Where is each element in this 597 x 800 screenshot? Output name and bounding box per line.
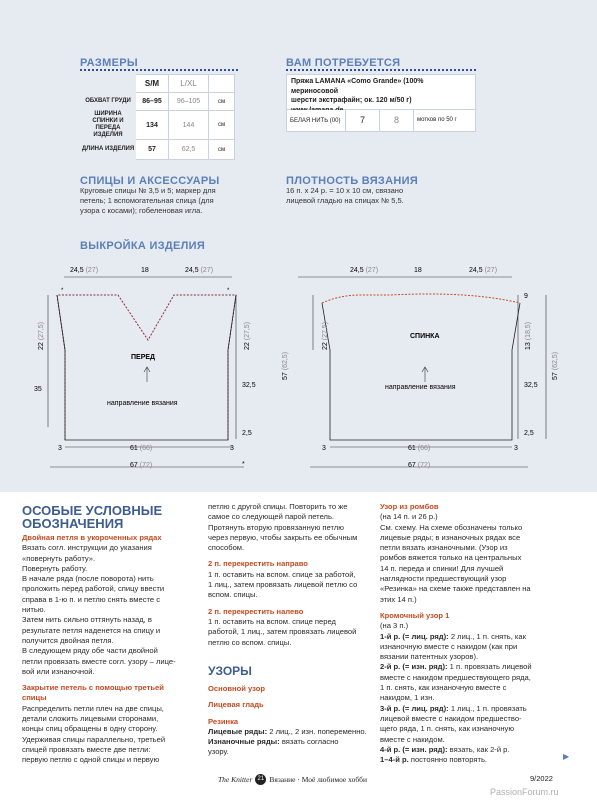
text-line bbox=[380, 543, 580, 553]
text-line bbox=[380, 683, 580, 693]
section-heading: спицы bbox=[22, 693, 47, 703]
text: ромбов вяжется только на центральных bbox=[380, 553, 522, 563]
size-header-lxl: L/XL bbox=[169, 75, 209, 93]
yarn-color: БЕЛАЯ НИТЬ (00) bbox=[290, 117, 341, 124]
text-line bbox=[22, 636, 202, 646]
text: Протянуть вторую провязанную петлю bbox=[208, 522, 344, 532]
footer bbox=[0, 770, 597, 800]
front-side-r: 32,5 bbox=[242, 382, 256, 389]
text-line bbox=[380, 735, 580, 745]
text: результате петля наденется на спицу и bbox=[22, 625, 161, 635]
sizes-table bbox=[80, 74, 235, 160]
text: этих 14 п.) bbox=[380, 594, 417, 604]
text-line bbox=[380, 595, 580, 605]
text: вой или изнаночной. bbox=[22, 666, 95, 676]
text: способом. bbox=[208, 543, 245, 553]
back-top-r: 9 bbox=[524, 293, 528, 300]
front-neck: 18 bbox=[141, 267, 149, 274]
section-heading: Двойная петля в укороченных рядах bbox=[22, 533, 162, 542]
notes-column-2b bbox=[208, 684, 373, 758]
front-bottom: 61 (66) bbox=[130, 445, 153, 452]
text: 2 лиц., 1 п. снять, как bbox=[448, 631, 526, 641]
text: 2 лиц., 2 изн. попеременно. bbox=[267, 726, 367, 736]
text-line bbox=[208, 617, 373, 627]
text-line bbox=[208, 737, 373, 747]
text-line bbox=[380, 755, 580, 765]
text-line bbox=[22, 755, 202, 765]
text: лицевой вместе с накидом предшество- bbox=[380, 713, 522, 723]
text-line bbox=[380, 642, 580, 652]
notes-title-1: ОСОБЫЕ УСЛОВНЫЕ bbox=[22, 503, 163, 518]
text-line bbox=[22, 667, 202, 677]
text: См. схему. На схеме обозначены только bbox=[380, 522, 523, 532]
text: накидом, 1 изн. bbox=[380, 693, 435, 703]
front-side-l: 35 bbox=[34, 386, 42, 393]
text-line bbox=[22, 735, 202, 745]
gauge-line: 16 п. х 24 р. = 10 х 10 см, связано bbox=[286, 186, 404, 195]
row-label: 2-й р. (= изн. ряд): bbox=[380, 662, 448, 672]
needles-line: узора с косами); гобеленовая игла. bbox=[80, 206, 203, 215]
footer-brand: The Knitter bbox=[218, 775, 253, 784]
text-line bbox=[208, 727, 373, 737]
front-corner-r: 3 bbox=[230, 445, 234, 452]
back-shoulder-r: 24,5 (27) bbox=[469, 267, 498, 274]
row-label: 3-й р. (= лиц. ряд): bbox=[380, 703, 449, 713]
text: «Резинка» на схеме также представлен на bbox=[380, 584, 531, 594]
front-star-l: * bbox=[61, 288, 64, 294]
front-corner-l: 3 bbox=[58, 445, 62, 452]
text-line bbox=[380, 724, 580, 734]
text: Затем нить сильно оттянуть назад, в bbox=[22, 615, 152, 625]
text: щего ряда, 1 п. снять, как изнаночную bbox=[380, 724, 515, 734]
text-line bbox=[208, 747, 373, 757]
section-heading: 2 п. перекрестить налево bbox=[208, 606, 304, 616]
front-shoulder-l: 24,5 (27) bbox=[70, 267, 99, 274]
front-armhole-l: 22 (27,5) bbox=[38, 321, 45, 350]
size-value: 96–105 bbox=[169, 93, 209, 111]
text-line bbox=[380, 632, 580, 642]
back-side-r: 32,5 bbox=[524, 382, 538, 389]
text: наглядности предшествующий узор bbox=[380, 574, 507, 584]
text: узору. bbox=[208, 747, 229, 757]
yarn-box bbox=[286, 74, 476, 110]
size-value: 134 bbox=[136, 111, 169, 140]
size-unit: см bbox=[209, 111, 235, 140]
text-line bbox=[22, 646, 202, 656]
text: 1 п. оставить на вспом. спице перед bbox=[208, 616, 336, 626]
schematic bbox=[0, 255, 597, 490]
needles-title: СПИЦЫ И АКСЕССУАРЫ bbox=[80, 175, 220, 187]
text: 14 п. переда и спинки! Для лучшей bbox=[380, 563, 504, 573]
size-value: 57 bbox=[136, 140, 169, 160]
text: (на 14 п. и 26 р.) bbox=[380, 512, 438, 522]
materials-rule bbox=[286, 69, 476, 71]
section-heading: 2 п. перекрестить направо bbox=[208, 559, 308, 569]
notes-title-2: ОБОЗНАЧЕНИЯ bbox=[22, 516, 124, 531]
back-direction: направление вязания bbox=[385, 384, 456, 391]
yarn-unit: мотков по 50 г bbox=[413, 110, 475, 131]
text-line bbox=[208, 512, 373, 522]
text-line bbox=[22, 584, 202, 594]
section-heading: Основной узор bbox=[208, 684, 266, 693]
text: справа в 1-ю п. и петлю снять вместе с bbox=[22, 594, 161, 604]
text: вязать согласно bbox=[279, 737, 339, 747]
back-outline-solid bbox=[322, 303, 520, 440]
text: 1 лиц., 1 п. провязать bbox=[448, 703, 527, 713]
text: петлю со вспом. спицы. bbox=[208, 637, 292, 647]
yarn-desc-2: шерсти экстрафайн; ок. 120 м/50 г) bbox=[291, 97, 412, 104]
text-line bbox=[380, 533, 580, 543]
yarn-qty-lxl: 8 bbox=[379, 110, 413, 131]
text-line bbox=[380, 652, 580, 662]
back-corner-r: 3 bbox=[514, 445, 518, 452]
back-armhole-l: 22 (27,5) bbox=[322, 321, 329, 350]
text-line bbox=[22, 745, 202, 755]
needles-text bbox=[80, 186, 280, 216]
section-heading: Лицевая гладь bbox=[208, 700, 264, 710]
yarn-qty-row bbox=[286, 110, 476, 132]
text: постоянно повторять. bbox=[408, 755, 488, 765]
front-star: * bbox=[242, 461, 245, 468]
text-line bbox=[380, 584, 580, 594]
text-line bbox=[208, 627, 373, 637]
text: детали сложить лицевыми сторонами, bbox=[22, 714, 159, 724]
text: петли провязать вместе согл. узору – лице- bbox=[22, 656, 176, 666]
text: спицей провязать вместе две петли: bbox=[22, 744, 151, 754]
text-line bbox=[22, 605, 202, 615]
notes-column-1 bbox=[22, 533, 202, 766]
front-direction: направление вязания bbox=[107, 400, 178, 407]
text-line bbox=[208, 543, 373, 553]
text-line bbox=[22, 724, 202, 734]
text: лицевые ряды; в изнаночных рядах все bbox=[380, 532, 521, 542]
text-line bbox=[380, 662, 580, 672]
back-bottom: 61 (66) bbox=[408, 445, 431, 452]
text: 1 п. оставить на вспом. спице за работой, bbox=[208, 569, 356, 579]
section-heading: Кромочный узор 1 bbox=[380, 610, 450, 620]
text: получится двойная петля. bbox=[22, 635, 114, 645]
text: Удерживая спицы параллельно, третьей bbox=[22, 734, 166, 744]
footer-tagline: Вязание · Моё любимое хобби bbox=[269, 775, 368, 784]
text: вспом. спицы. bbox=[208, 590, 258, 600]
text: работой, 1 лиц., затем провязать лицевой bbox=[208, 627, 357, 637]
section-heading: Закрытие петель с помощью третьей bbox=[22, 683, 164, 693]
text-line bbox=[22, 615, 202, 625]
size-row-label: ДЛИНА ИЗДЕЛИЯ bbox=[81, 146, 135, 152]
text: (на 3 п.) bbox=[380, 621, 409, 631]
size-value: 86–95 bbox=[136, 93, 169, 111]
back-shoulder-l: 24,5 (27) bbox=[350, 267, 379, 274]
needles-line: петель; 1 вспомогательная спица (для bbox=[80, 196, 214, 205]
text-line bbox=[22, 543, 202, 553]
text: петли вязать изнаночными. (Узор из bbox=[380, 543, 508, 553]
back-neck: 18 bbox=[414, 267, 422, 274]
text-line bbox=[22, 704, 202, 714]
back-corner-l: 3 bbox=[322, 445, 326, 452]
text: «повернуть работу». bbox=[22, 553, 96, 563]
uzory-title: УЗОРЫ bbox=[208, 664, 252, 678]
front-total: 67 (72) bbox=[130, 462, 153, 469]
text: самое со следующей парой петель. bbox=[208, 512, 335, 522]
text-line bbox=[208, 533, 373, 543]
text-line bbox=[22, 554, 202, 564]
watermark: PassionForum.ru bbox=[490, 787, 559, 797]
text-line bbox=[380, 714, 580, 724]
front-rib: 2,5 bbox=[242, 430, 252, 437]
row-label: 1–4-й р. bbox=[380, 755, 409, 765]
sizes-title: РАЗМЕРЫ bbox=[80, 57, 138, 69]
row-label: Лицевые ряды: bbox=[208, 726, 268, 736]
section-heading: Узор из ромбов bbox=[380, 502, 439, 511]
text: петлю с другой спицы. Повторить то же bbox=[208, 502, 348, 511]
text: Распределить петли плеч на две спицы, bbox=[22, 703, 164, 713]
text-line bbox=[380, 574, 580, 584]
text-line bbox=[380, 693, 580, 703]
issue: 9/2022 bbox=[530, 774, 553, 783]
text-line bbox=[208, 502, 373, 512]
front-height: 57 (62,5) bbox=[282, 351, 289, 380]
text-line bbox=[22, 574, 202, 584]
text-line bbox=[208, 638, 373, 648]
text-line bbox=[380, 553, 580, 563]
gauge-text bbox=[286, 186, 486, 206]
size-value: 62,5 bbox=[169, 140, 209, 160]
row-label: 4-й р. (= изн. ряд): bbox=[380, 744, 448, 754]
size-header-sm: S/M bbox=[136, 75, 169, 93]
notes-column-2 bbox=[208, 502, 373, 648]
back-neckline bbox=[322, 294, 520, 303]
size-row-label: ОБХВАТ ГРУДИ bbox=[85, 98, 131, 104]
back-armhole-r: 13 (18,5) bbox=[525, 321, 532, 350]
text: 1 п. провязать лицевой bbox=[447, 662, 532, 672]
back-height: 57 (62,5) bbox=[552, 351, 559, 380]
section-heading: Резинка bbox=[208, 716, 239, 726]
front-label: ПЕРЕД bbox=[131, 354, 156, 361]
text-line bbox=[22, 714, 202, 724]
needles-line: Круговые спицы № 3,5 и 5; маркер для bbox=[80, 186, 216, 195]
yarn-qty-sm: 7 bbox=[345, 110, 379, 131]
back-total: 67 (72) bbox=[408, 462, 431, 469]
text: вязать, как 2-й р. bbox=[447, 744, 510, 754]
text: нитью. bbox=[22, 605, 46, 615]
text: через первую, чтобы закрыть ее обычным bbox=[208, 532, 358, 542]
text: Вязать согл. инструкции до указания bbox=[22, 543, 152, 553]
text-line bbox=[22, 595, 202, 605]
text-line bbox=[22, 626, 202, 636]
footer-brand-wrap bbox=[218, 774, 367, 785]
back-rib: 2,5 bbox=[524, 430, 534, 437]
text-line bbox=[380, 745, 580, 755]
yarn-brand: Пряжа LAMANA bbox=[291, 78, 346, 85]
continue-arrow-icon: ▶ bbox=[563, 752, 570, 761]
page-number: 21 bbox=[255, 774, 266, 785]
text: первую петлю с одной спицы и первую bbox=[22, 755, 160, 765]
row-label: Изнаночные ряды: bbox=[208, 737, 280, 747]
gauge-title: ПЛОТНОСТЬ ВЯЗАНИЯ bbox=[286, 175, 419, 187]
text: 1 п. снять, как изнаночную вместе с bbox=[380, 683, 507, 693]
text: изнаночную вместе с накидом (как при bbox=[380, 641, 518, 651]
text-line bbox=[380, 564, 580, 574]
text-line bbox=[380, 523, 580, 533]
front-star-r: * bbox=[227, 288, 230, 294]
sizes-rule bbox=[80, 69, 238, 71]
text: Повернуть работу. bbox=[22, 563, 88, 573]
notes-title bbox=[22, 504, 162, 530]
text: концы спиц обращены в одну сторону. bbox=[22, 724, 158, 734]
text: 1 лиц., затем провязать лицевой петлю со bbox=[208, 580, 358, 590]
size-unit: см bbox=[209, 140, 235, 160]
text: В начале ряда (после поворота) нить bbox=[22, 574, 154, 584]
text-line bbox=[380, 621, 580, 631]
front-shoulder-r: 24,5 (27) bbox=[185, 267, 214, 274]
text-line bbox=[380, 704, 580, 714]
text: вместе с накидом. bbox=[380, 734, 445, 744]
text-line bbox=[22, 657, 202, 667]
size-value: 144 bbox=[169, 111, 209, 140]
text-line bbox=[208, 523, 373, 533]
back-label: СПИНКА bbox=[410, 333, 440, 340]
materials-title: ВАМ ПОТРЕБУЕТСЯ bbox=[286, 57, 401, 69]
text: вязании патентных узоров). bbox=[380, 652, 479, 662]
pattern-title: ВЫКРОЙКА ИЗДЕЛИЯ bbox=[80, 240, 206, 252]
notes-column-3 bbox=[380, 502, 580, 765]
size-unit: см bbox=[209, 93, 235, 111]
text-line bbox=[208, 590, 373, 600]
gauge-line: лицевой гладью на спицах № 5,5. bbox=[286, 196, 404, 205]
text-line bbox=[380, 512, 580, 522]
text-line bbox=[208, 570, 373, 580]
front-armhole-r: 22 (27,5) bbox=[244, 321, 251, 350]
text: В следующем ряду обе части двойной bbox=[22, 646, 158, 656]
text-line bbox=[380, 673, 580, 683]
size-row-label: ШИРИНА СПИНКИ И ПЕРЕДА ИЗДЕЛИЯ bbox=[92, 111, 124, 138]
text: проложить перед работой, спицу ввести bbox=[22, 584, 165, 594]
yarn-desc: «Como Grande» (100% мериносовой bbox=[291, 78, 424, 95]
text-line bbox=[22, 564, 202, 574]
row-label: 1-й р. (= лиц. ряд): bbox=[380, 631, 449, 641]
text: вместе с накидом предшествующего ряда, bbox=[380, 672, 531, 682]
text-line bbox=[208, 580, 373, 590]
